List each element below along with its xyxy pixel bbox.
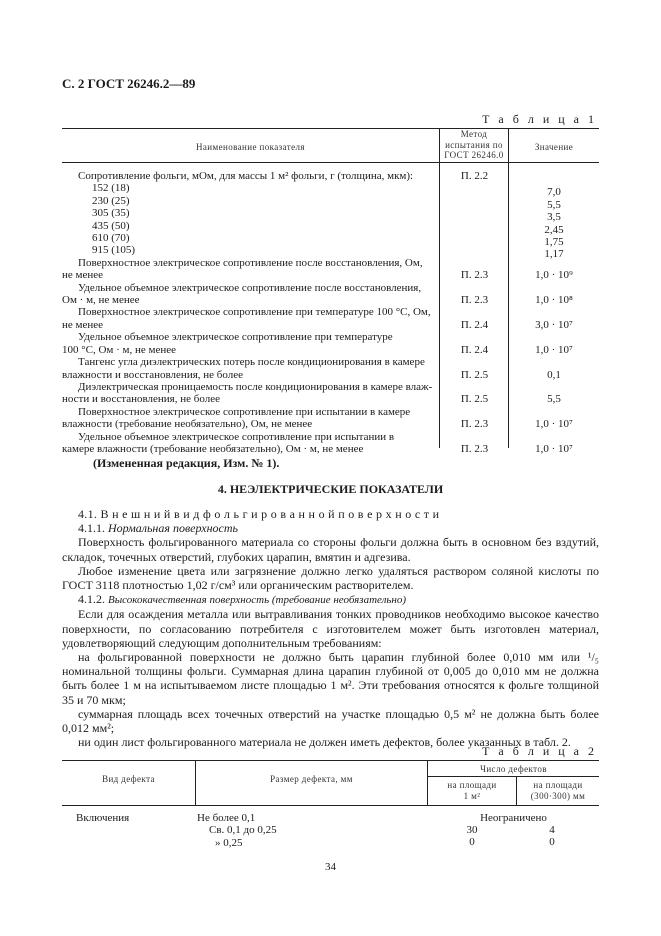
table1-row-value: 1,0 · 10⁷ — [535, 418, 573, 431]
table1-row-value: 7,0 — [547, 186, 561, 199]
table1-row-name: Удельное объемное электрическое сопротивление при температуре 100 °С, Ом · м, не менее — [62, 331, 393, 356]
table1-col-method: Метод испытания по ГОСТ 26246.0 — [444, 129, 504, 160]
table1-row — [62, 207, 599, 224]
revision-note: (Измененная редакция, Изм. № 1). — [93, 456, 280, 470]
table1-caption: Т а б л и ц а 1 — [482, 112, 597, 126]
table1-row-value: 2,45 — [544, 223, 564, 236]
table1-row-name: Удельное объемное электрическое сопротивление при испытании в камере влажности (требование необязательно), Ом · м, не менее — [62, 430, 395, 455]
table1-row — [62, 356, 599, 381]
table1-row-value: 3,0 · 10⁷ — [535, 318, 573, 331]
table1-row-value: 1,0 · 10⁷ — [535, 442, 573, 455]
table1-row — [62, 406, 599, 431]
table1-row-method: П. 2.2 — [460, 170, 489, 182]
table2-header-rule — [62, 805, 599, 806]
table1-col-name: Наименование показателя — [196, 142, 305, 152]
table1-row — [62, 306, 599, 331]
table1-row-name: Поверхностное электрическое сопротивление при испытании в камере влажности (требование необязательно), Ом, не менее — [62, 405, 411, 431]
table1-row-value: 1,0 · 10⁹ — [535, 269, 573, 282]
table2-sub-300: на площади (300·300) мм — [530, 780, 586, 801]
table1-row — [62, 244, 599, 261]
table1-row-value: 5,5 — [547, 198, 561, 211]
table2-sub-1m2: на площади 1 м² — [447, 780, 497, 801]
table2-caption: Т а б л и ц а 2 — [482, 744, 597, 758]
table2-col-count: Число дефектов — [480, 764, 547, 774]
table1-row-value: 3,5 — [547, 211, 561, 224]
table2-defect-name: Включения — [76, 812, 130, 824]
table2-col-defect: Вид дефекта — [102, 774, 155, 784]
table1-row-value: 0,1 — [547, 368, 561, 381]
table1-row — [62, 257, 599, 282]
table1-row-method: П. 2.3 — [460, 294, 489, 307]
section-title: 4. НЕЭЛЕКТРИЧЕСКИЕ ПОКАЗАТЕЛИ — [217, 482, 444, 496]
table1-row-method: П. 2.5 — [460, 393, 489, 406]
table1-row — [62, 282, 599, 307]
table2-sub-rule — [427, 776, 599, 777]
table2-size-list: Не более 0,1 Св. 0,1 до 0,25 » 0,25 — [197, 812, 277, 849]
clause-4-1-2-text1: Если для осаждения металла или вытравливания тонких проводников необходимо высокое качество поверхности, по согласованию потребителя с изготовителем может быть изготовлен материал, удовлетворяющий следующим дополнительным требованиям: — [62, 607, 599, 650]
table1-row — [62, 431, 599, 456]
table2-top-rule — [62, 760, 599, 761]
table1-row-name: 305 (35) — [92, 207, 130, 220]
clause-4-1-2-text3: суммарная площадь всех точечных отверстий на участке площадью 0,5 м² не должна быть более 0,012 мм²; — [62, 706, 599, 736]
table1-row — [62, 170, 599, 182]
table1-row — [62, 381, 599, 406]
section-body — [62, 507, 599, 749]
table1-row — [62, 219, 599, 236]
table1-row-method: П. 2.4 — [460, 343, 489, 356]
clause-4-1-2-text2: на фольгированной поверхности не должно быть царапин глубиной более 0,010 мм или ¹/₅ номинальной толщины фольги. Суммарная длина царапин глубиной от 0,005 до 0,010 мм не должна быть более 1 м на испытываемом листе площадью 1 м². Эти требования относятся к фольге толщиной 35 и 70 мкм; — [62, 650, 599, 707]
table1-row-value: 1,0 · 10⁸ — [535, 294, 573, 307]
table1-row — [62, 182, 599, 199]
table1-row — [62, 194, 599, 211]
table1-row-name: Сопротивление фольги, мОм, для массы 1 м² фольги, г (толщина, мкм): — [78, 170, 414, 182]
table2-count-300: 4 0 — [549, 824, 555, 849]
clause-4-1-2-text4: ни один лист фольгированного материала не должен иметь дефектов, более указанных в табл. 2. — [78, 735, 571, 750]
table1-top-rule — [62, 128, 599, 129]
table2-col-size: Размер дефекта, мм — [270, 774, 353, 784]
table1-row-method: П. 2.3 — [460, 418, 489, 431]
page-header: С. 2 ГОСТ 26246.2—89 — [62, 76, 196, 91]
table1-row-value: 1,75 — [544, 236, 564, 249]
table1-body — [62, 170, 599, 455]
clause-4-1: 4.1. В н е ш н и й в и д ф о л ь г и р о в а н н о й п о в е р х н о с т и — [78, 507, 440, 521]
table2-count-1m2: 30 0 — [466, 824, 478, 849]
clause-4-1-1: 4.1.1. Нормальная поверхность — [78, 521, 238, 536]
table1-row — [62, 331, 599, 356]
table1-row-name: Поверхностное электрическое сопротивление при температуре 100 °С, Ом, не менее — [62, 306, 431, 331]
table1-col-value: Значение — [534, 142, 574, 152]
table1-row-name: 230 (25) — [92, 194, 130, 207]
table1-row-name: 610 (70) — [92, 232, 130, 245]
table1-row-value: 5,5 — [547, 393, 561, 406]
table1-row-method: П. 2.5 — [460, 368, 489, 381]
table1-row-method: П. 2.3 — [460, 269, 489, 282]
table1-row-value: 1,17 — [544, 248, 564, 261]
table1-header-rule — [62, 162, 599, 163]
table1-row-name: Диэлектрическая проницаемость после кондиционирования в камере влаж- ности и восстановления, не более — [62, 380, 433, 406]
table1-row-name: 152 (18) — [92, 182, 130, 195]
clause-4-1-1-text2: Любое изменение цвета или загрязнение должно легко удаляться раствором соляной кислоты по ГОСТ 3118 плотностью 1,02 г/см³ или органическим растворителем. — [62, 563, 599, 593]
table1-row-name: 435 (50) — [92, 219, 130, 232]
table1-row-method: П. 2.4 — [460, 318, 489, 331]
table1-row — [62, 232, 599, 249]
table2-unlimited: Неограничено — [480, 812, 547, 824]
table1-row-name: Удельное объемное электрическое сопротивление после восстановления, Ом · м, не менее — [62, 281, 422, 307]
table1-row-name: 915 (105) — [92, 244, 136, 257]
table1-row-method: П. 2.3 — [460, 442, 489, 455]
table1-row-name: Тангенс угла диэлектрических потерь после кондиционирования в камере влажности и восстановления, не более — [62, 356, 425, 381]
page-number: 34 — [325, 861, 336, 873]
table1-row-name: Поверхностное электрическое сопротивление после восстановления, Ом, не менее — [62, 256, 423, 282]
clause-4-1-2: 4.1.2. Высококачественная поверхность (требование необязательно) — [78, 592, 407, 607]
table1-row-value: 1,0 · 10⁷ — [535, 343, 573, 356]
clause-4-1-1-text1: Поверхность фольгированного материала со стороны фольги должна быть в основном без вздутий, складок, точечных отверстий, глубоких царапин, вмятин и адгезива. — [62, 535, 599, 564]
